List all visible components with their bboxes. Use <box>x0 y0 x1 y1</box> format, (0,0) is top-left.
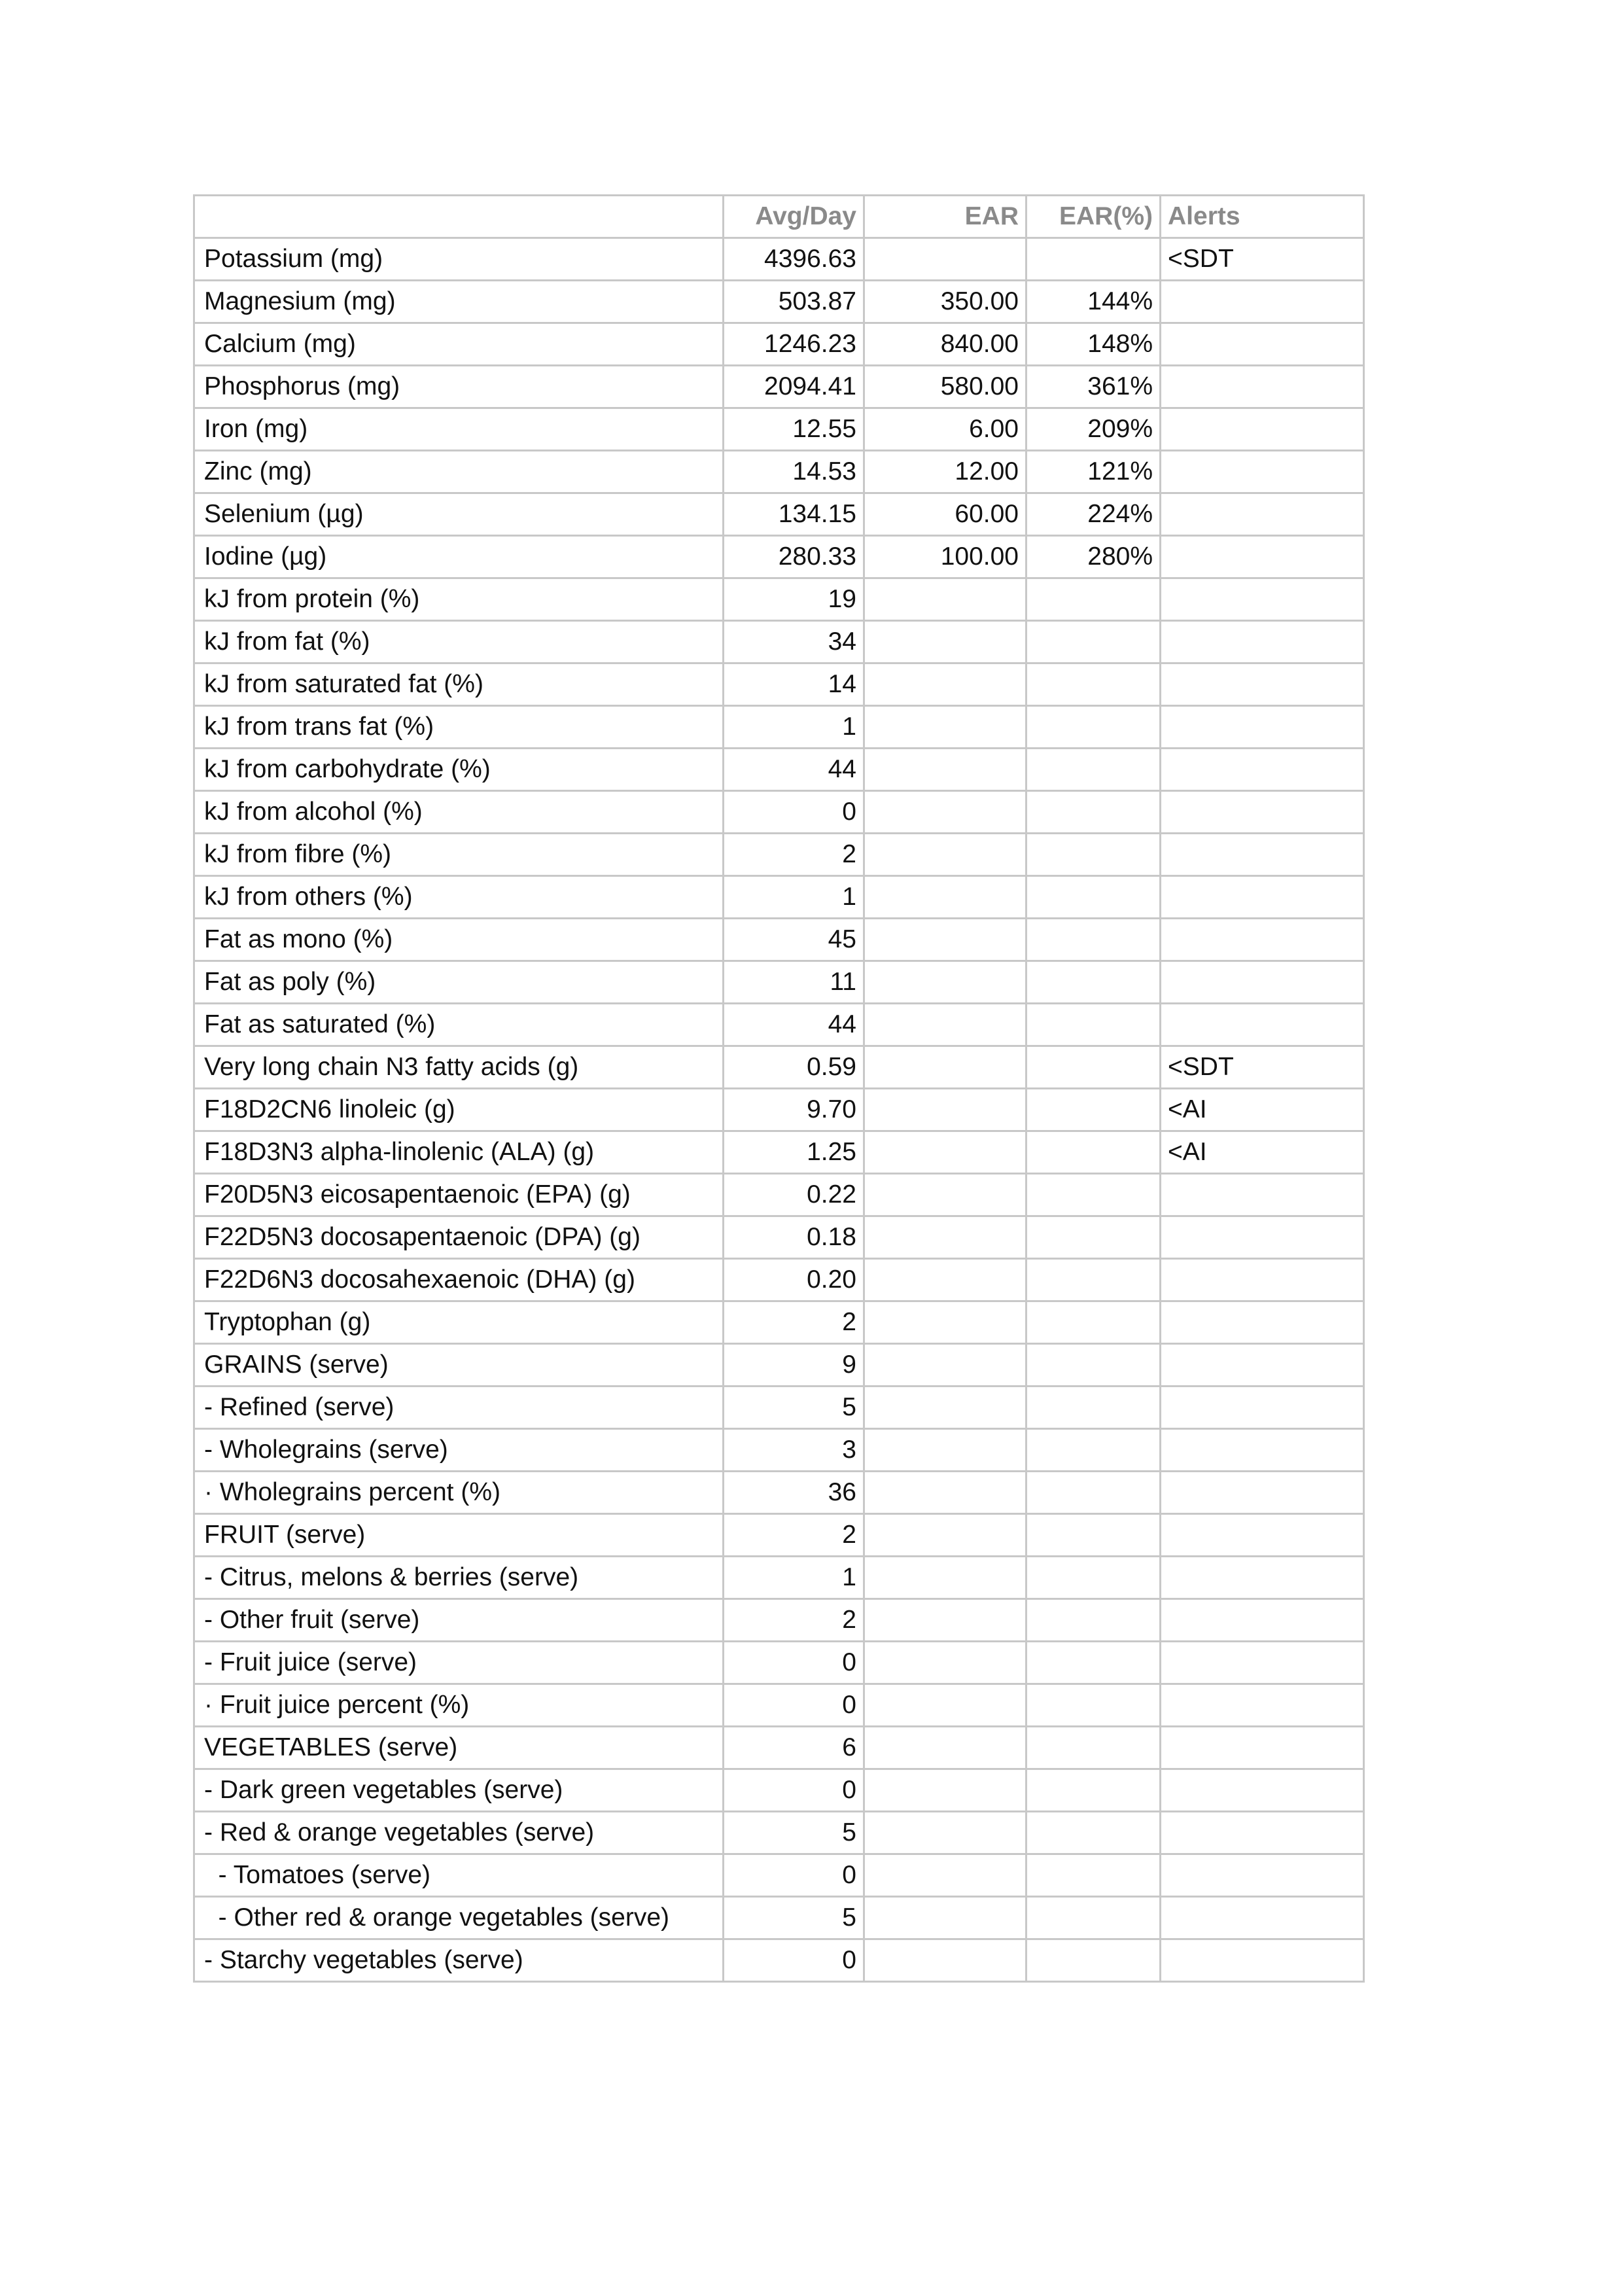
alert-value <box>1161 1259 1364 1301</box>
ear-percent-value <box>1026 1599 1161 1642</box>
nutrient-name: kJ from fibre (%) <box>194 834 724 876</box>
nutrient-name: - Dark green vegetables (serve) <box>194 1769 724 1812</box>
nutrient-name: Potassium (mg) <box>194 238 724 281</box>
avg-day-value: 44 <box>724 1004 864 1046</box>
ear-value <box>864 621 1026 663</box>
table-row <box>194 1769 1364 1812</box>
nutrient-name: - Tomatoes (serve) <box>194 1854 724 1897</box>
avg-day-value: 1.25 <box>724 1131 864 1174</box>
ear-value <box>864 1897 1026 1939</box>
nutrient-name: Selenium (µg) <box>194 493 724 536</box>
nutrient-name: - Refined (serve) <box>194 1386 724 1429</box>
ear-value <box>864 1599 1026 1642</box>
ear-value <box>864 1301 1026 1344</box>
table-row <box>194 451 1364 493</box>
alert-value <box>1161 1897 1364 1939</box>
nutrient-name: Phosphorus (mg) <box>194 366 724 408</box>
ear-value <box>864 1854 1026 1897</box>
ear-value <box>864 791 1026 834</box>
ear-percent-value <box>1026 961 1161 1004</box>
avg-day-value: 5 <box>724 1812 864 1854</box>
avg-day-value: 0.18 <box>724 1216 864 1259</box>
alert-value <box>1161 1939 1364 1982</box>
ear-value: 6.00 <box>864 408 1026 451</box>
alert-value <box>1161 1174 1364 1216</box>
ear-percent-value: 148% <box>1026 323 1161 366</box>
table-row <box>194 749 1364 791</box>
avg-day-value: 1246.23 <box>724 323 864 366</box>
alert-value <box>1161 1216 1364 1259</box>
ear-percent-value <box>1026 1727 1161 1769</box>
avg-day-value: 134.15 <box>724 493 864 536</box>
ear-percent-value <box>1026 1301 1161 1344</box>
avg-day-value: 280.33 <box>724 536 864 578</box>
header-alerts: Alerts <box>1161 196 1364 238</box>
ear-value <box>864 1939 1026 1982</box>
alert-value <box>1161 1812 1364 1854</box>
ear-value <box>864 961 1026 1004</box>
table-row <box>194 1301 1364 1344</box>
alert-value <box>1161 791 1364 834</box>
ear-percent-value <box>1026 1939 1161 1982</box>
ear-percent-value <box>1026 1046 1161 1089</box>
table-row <box>194 1897 1364 1939</box>
ear-percent-value <box>1026 1429 1161 1472</box>
alert-value <box>1161 1557 1364 1599</box>
ear-percent-value <box>1026 1472 1161 1514</box>
table-row <box>194 1472 1364 1514</box>
avg-day-value: 0.20 <box>724 1259 864 1301</box>
alert-value: <AI <box>1161 1131 1364 1174</box>
nutrient-name: GRAINS (serve) <box>194 1344 724 1386</box>
header-avg-day: Avg/Day <box>724 196 864 238</box>
ear-percent-value: 144% <box>1026 281 1161 323</box>
nutrient-name: - Other fruit (serve) <box>194 1599 724 1642</box>
nutrient-name: · Fruit juice percent (%) <box>194 1684 724 1727</box>
avg-day-value: 1 <box>724 1557 864 1599</box>
ear-percent-value <box>1026 1684 1161 1727</box>
ear-percent-value <box>1026 706 1161 749</box>
alert-value: <SDT <box>1161 238 1364 281</box>
ear-percent-value <box>1026 1514 1161 1557</box>
nutrient-name: Fat as saturated (%) <box>194 1004 724 1046</box>
ear-value <box>864 1429 1026 1472</box>
ear-value <box>864 1046 1026 1089</box>
avg-day-value: 44 <box>724 749 864 791</box>
alert-value <box>1161 1514 1364 1557</box>
avg-day-value: 0 <box>724 1684 864 1727</box>
avg-day-value: 5 <box>724 1386 864 1429</box>
ear-value <box>864 834 1026 876</box>
table-row <box>194 1854 1364 1897</box>
avg-day-value: 0.59 <box>724 1046 864 1089</box>
avg-day-value: 12.55 <box>724 408 864 451</box>
alert-value <box>1161 1854 1364 1897</box>
table-row <box>194 834 1364 876</box>
ear-percent-value <box>1026 791 1161 834</box>
table-row <box>194 1216 1364 1259</box>
alert-value <box>1161 1727 1364 1769</box>
avg-day-value: 1 <box>724 876 864 919</box>
ear-value <box>864 238 1026 281</box>
avg-day-value: 0.22 <box>724 1174 864 1216</box>
nutrient-name: kJ from fat (%) <box>194 621 724 663</box>
ear-percent-value: 121% <box>1026 451 1161 493</box>
alert-value <box>1161 1386 1364 1429</box>
table-row <box>194 1131 1364 1174</box>
nutrient-name: F18D3N3 alpha-linolenic (ALA) (g) <box>194 1131 724 1174</box>
alert-value <box>1161 621 1364 663</box>
ear-value: 840.00 <box>864 323 1026 366</box>
ear-percent-value <box>1026 1089 1161 1131</box>
ear-percent-value: 224% <box>1026 493 1161 536</box>
ear-value <box>864 1684 1026 1727</box>
nutrient-name: F18D2CN6 linoleic (g) <box>194 1089 724 1131</box>
avg-day-value: 0 <box>724 1642 864 1684</box>
table-row <box>194 408 1364 451</box>
table-row <box>194 1599 1364 1642</box>
table-row <box>194 919 1364 961</box>
ear-percent-value <box>1026 919 1161 961</box>
nutrient-name: - Citrus, melons & berries (serve) <box>194 1557 724 1599</box>
ear-percent-value <box>1026 1769 1161 1812</box>
avg-day-value: 0 <box>724 1854 864 1897</box>
alert-value <box>1161 408 1364 451</box>
table-row <box>194 1812 1364 1854</box>
nutrient-name: - Starchy vegetables (serve) <box>194 1939 724 1982</box>
nutrient-name: - Red & orange vegetables (serve) <box>194 1812 724 1854</box>
ear-percent-value <box>1026 1344 1161 1386</box>
ear-value <box>864 876 1026 919</box>
ear-value: 100.00 <box>864 536 1026 578</box>
nutrient-name: FRUIT (serve) <box>194 1514 724 1557</box>
avg-day-value: 0 <box>724 1769 864 1812</box>
ear-value <box>864 706 1026 749</box>
header-ear-percent: EAR(%) <box>1026 196 1161 238</box>
nutrient-name: kJ from protein (%) <box>194 578 724 621</box>
ear-value <box>864 1344 1026 1386</box>
table-row <box>194 493 1364 536</box>
table-row <box>194 791 1364 834</box>
table-row <box>194 1727 1364 1769</box>
ear-percent-value <box>1026 238 1161 281</box>
nutrient-name: kJ from others (%) <box>194 876 724 919</box>
ear-value <box>864 1216 1026 1259</box>
nutrient-name: F20D5N3 eicosapentaenoic (EPA) (g) <box>194 1174 724 1216</box>
nutrient-name: Iodine (µg) <box>194 536 724 578</box>
ear-percent-value: 361% <box>1026 366 1161 408</box>
table-row <box>194 961 1364 1004</box>
ear-value <box>864 1727 1026 1769</box>
nutrient-name: kJ from alcohol (%) <box>194 791 724 834</box>
avg-day-value: 14.53 <box>724 451 864 493</box>
avg-day-value: 1 <box>724 706 864 749</box>
alert-value <box>1161 493 1364 536</box>
ear-percent-value <box>1026 1812 1161 1854</box>
ear-percent-value <box>1026 1557 1161 1599</box>
ear-percent-value <box>1026 621 1161 663</box>
ear-value <box>864 919 1026 961</box>
alert-value <box>1161 961 1364 1004</box>
avg-day-value: 5 <box>724 1897 864 1939</box>
ear-percent-value <box>1026 663 1161 706</box>
nutrient-name: · Wholegrains percent (%) <box>194 1472 724 1514</box>
avg-day-value: 0 <box>724 791 864 834</box>
alert-value <box>1161 834 1364 876</box>
alert-value <box>1161 1684 1364 1727</box>
table-row <box>194 1174 1364 1216</box>
ear-value: 350.00 <box>864 281 1026 323</box>
ear-value <box>864 1812 1026 1854</box>
table-row <box>194 1386 1364 1429</box>
ear-value <box>864 1642 1026 1684</box>
ear-percent-value <box>1026 1259 1161 1301</box>
avg-day-value: 9 <box>724 1344 864 1386</box>
ear-value: 60.00 <box>864 493 1026 536</box>
avg-day-value: 11 <box>724 961 864 1004</box>
nutrient-name: Magnesium (mg) <box>194 281 724 323</box>
alert-value <box>1161 578 1364 621</box>
alert-value <box>1161 1599 1364 1642</box>
ear-value <box>864 663 1026 706</box>
table-row <box>194 238 1364 281</box>
table-row <box>194 366 1364 408</box>
ear-value <box>864 749 1026 791</box>
table-row <box>194 1004 1364 1046</box>
avg-day-value: 6 <box>724 1727 864 1769</box>
nutrient-name: kJ from trans fat (%) <box>194 706 724 749</box>
table-row <box>194 1557 1364 1599</box>
ear-value <box>864 1386 1026 1429</box>
table-row <box>194 1939 1364 1982</box>
alert-value: <SDT <box>1161 1046 1364 1089</box>
avg-day-value: 4396.63 <box>724 238 864 281</box>
table-row <box>194 323 1364 366</box>
avg-day-value: 3 <box>724 1429 864 1472</box>
table-row <box>194 281 1364 323</box>
table-row <box>194 1046 1364 1089</box>
nutrient-name: kJ from saturated fat (%) <box>194 663 724 706</box>
alert-value <box>1161 281 1364 323</box>
ear-value <box>864 1769 1026 1812</box>
avg-day-value: 36 <box>724 1472 864 1514</box>
nutrient-name: Iron (mg) <box>194 408 724 451</box>
ear-value <box>864 1004 1026 1046</box>
avg-day-value: 14 <box>724 663 864 706</box>
nutrient-name: Very long chain N3 fatty acids (g) <box>194 1046 724 1089</box>
avg-day-value: 2 <box>724 1301 864 1344</box>
table-row <box>194 1089 1364 1131</box>
alert-value <box>1161 749 1364 791</box>
avg-day-value: 9.70 <box>724 1089 864 1131</box>
nutrient-name: Calcium (mg) <box>194 323 724 366</box>
nutrient-name: - Fruit juice (serve) <box>194 1642 724 1684</box>
alert-value <box>1161 1344 1364 1386</box>
nutrient-name: F22D6N3 docosahexaenoic (DHA) (g) <box>194 1259 724 1301</box>
avg-day-value: 19 <box>724 578 864 621</box>
ear-percent-value <box>1026 1004 1161 1046</box>
alert-value <box>1161 876 1364 919</box>
nutrient-name: VEGETABLES (serve) <box>194 1727 724 1769</box>
ear-percent-value <box>1026 749 1161 791</box>
header-row <box>194 196 1364 238</box>
ear-percent-value <box>1026 1131 1161 1174</box>
alert-value <box>1161 451 1364 493</box>
header-ear: EAR <box>864 196 1026 238</box>
nutrient-name: Tryptophan (g) <box>194 1301 724 1344</box>
table-row <box>194 1344 1364 1386</box>
ear-value: 580.00 <box>864 366 1026 408</box>
table-row <box>194 663 1364 706</box>
avg-day-value: 2 <box>724 834 864 876</box>
avg-day-value: 0 <box>724 1939 864 1982</box>
table-row <box>194 621 1364 663</box>
avg-day-value: 2 <box>724 1599 864 1642</box>
ear-value <box>864 1472 1026 1514</box>
ear-value: 12.00 <box>864 451 1026 493</box>
alert-value: <AI <box>1161 1089 1364 1131</box>
ear-percent-value <box>1026 834 1161 876</box>
table-row <box>194 536 1364 578</box>
alert-value <box>1161 1769 1364 1812</box>
table-row <box>194 1429 1364 1472</box>
ear-value <box>864 1557 1026 1599</box>
alert-value <box>1161 919 1364 961</box>
alert-value <box>1161 1004 1364 1046</box>
nutrient-name: - Other red & orange vegetables (serve) <box>194 1897 724 1939</box>
ear-percent-value <box>1026 876 1161 919</box>
alert-value <box>1161 1642 1364 1684</box>
ear-percent-value: 280% <box>1026 536 1161 578</box>
ear-percent-value <box>1026 1386 1161 1429</box>
table-row <box>194 706 1364 749</box>
table-row <box>194 876 1364 919</box>
nutrient-name: Zinc (mg) <box>194 451 724 493</box>
alert-value <box>1161 1429 1364 1472</box>
ear-percent-value <box>1026 1897 1161 1939</box>
ear-value <box>864 1514 1026 1557</box>
ear-value <box>864 1259 1026 1301</box>
ear-value <box>864 578 1026 621</box>
nutrient-name: - Wholegrains (serve) <box>194 1429 724 1472</box>
nutrient-table <box>193 194 1365 1983</box>
ear-value <box>864 1174 1026 1216</box>
nutrient-name: kJ from carbohydrate (%) <box>194 749 724 791</box>
nutrient-name: F22D5N3 docosapentaenoic (DPA) (g) <box>194 1216 724 1259</box>
ear-percent-value <box>1026 578 1161 621</box>
table-row <box>194 1684 1364 1727</box>
alert-value <box>1161 323 1364 366</box>
avg-day-value: 503.87 <box>724 281 864 323</box>
ear-percent-value <box>1026 1216 1161 1259</box>
alert-value <box>1161 706 1364 749</box>
avg-day-value: 45 <box>724 919 864 961</box>
ear-percent-value: 209% <box>1026 408 1161 451</box>
table-row <box>194 578 1364 621</box>
nutrient-name: Fat as poly (%) <box>194 961 724 1004</box>
alert-value <box>1161 536 1364 578</box>
avg-day-value: 34 <box>724 621 864 663</box>
alert-value <box>1161 1472 1364 1514</box>
ear-value <box>864 1089 1026 1131</box>
nutrient-name: Fat as mono (%) <box>194 919 724 961</box>
alert-value <box>1161 1301 1364 1344</box>
ear-percent-value <box>1026 1854 1161 1897</box>
table-row <box>194 1514 1364 1557</box>
avg-day-value: 2094.41 <box>724 366 864 408</box>
alert-value <box>1161 366 1364 408</box>
ear-percent-value <box>1026 1642 1161 1684</box>
ear-value <box>864 1131 1026 1174</box>
table-row <box>194 1642 1364 1684</box>
ear-percent-value <box>1026 1174 1161 1216</box>
table-row <box>194 1259 1364 1301</box>
avg-day-value: 2 <box>724 1514 864 1557</box>
alert-value <box>1161 663 1364 706</box>
header-nutrient <box>194 196 724 238</box>
